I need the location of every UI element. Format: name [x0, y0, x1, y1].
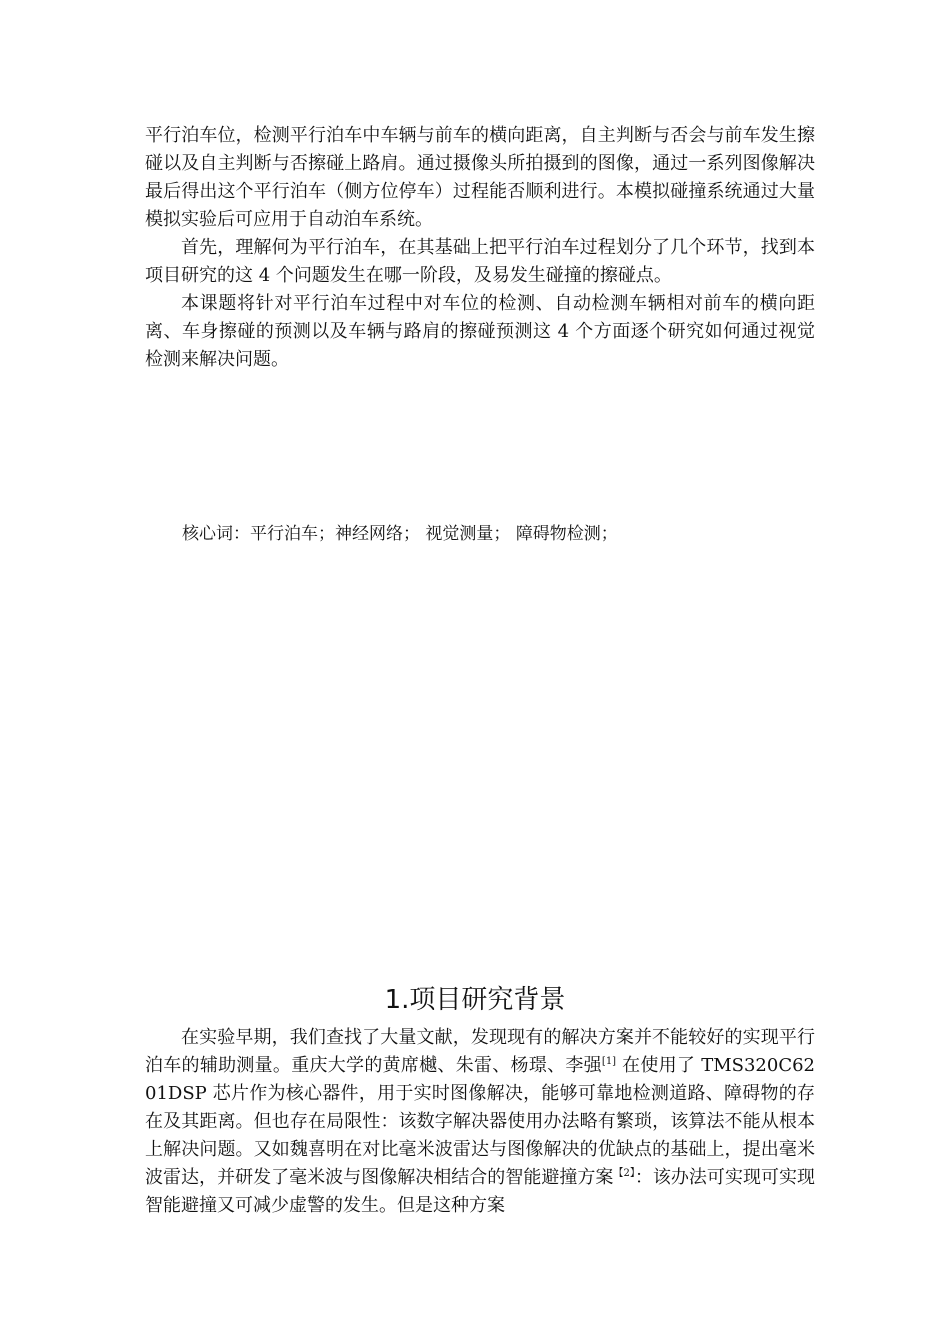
- abstract-paragraph-2: 首先，理解何为平行泊车，在其基础上把平行泊车过程划分了几个环节，找到本项目研究的这 4 个问题发生在哪一阶段，及易发生碰撞的擦碰点。: [145, 237, 815, 286]
- keyword-item: 神经网络；: [335, 524, 420, 544]
- abstract-paragraph-1: 平行泊车位，检测平行泊车中车辆与前车的横向距离，自主判断与否会与前车发生擦碰以及自主判断与否擦碰上路肩。通过摄像头所拍摄到的图像，通过一系列图像解决最后得出这个平行泊车（侧方位停车）过程能否顺利进行。本模拟碰撞系统通过大量模拟实验后可应用于自动泊车系统。: [145, 125, 815, 230]
- keywords-label: 核心词：: [182, 524, 250, 544]
- abstract-paragraph-3: 本课题将针对平行泊车过程中对车位的检测、自动检测车辆相对前车的横向距离、车身擦碰的预测以及车辆与路肩的擦碰预测这 4 个方面逐个研究如何通过视觉检测来解决问题。: [145, 293, 815, 370]
- background-section: [145, 1024, 815, 1220]
- citation-ref-1[interactable]: [1]: [601, 1056, 617, 1067]
- keyword-item: 视觉测量；: [425, 524, 511, 544]
- keyword-item: 平行泊车；: [250, 524, 335, 544]
- background-paragraph: [145, 1024, 815, 1220]
- background-text-part-1: 在实验早期，我们查找了大量文献，发现现有的解决方案并不能较好的实现平行泊车的辅助测量。重庆大学的黄席樾、朱雷、杨璟、李强: [145, 1027, 815, 1076]
- keyword-item: 障碍物检测；: [515, 524, 618, 544]
- keywords-line: [182, 520, 618, 548]
- background-text-part-2: 在使用了 TMS320C6201DSP 芯片作为核心器件，用于实时图像解决，能够可靠地检测道路、障碍物的存在及其距离。但也存在局限性：该数字解决器使用办法略有繁琐，该算法不能从根本上解决问题。又如魏喜明在对比毫米波雷达与图像解决的优缺点的基础上，提出毫米波雷达，并研发了毫米波与图像解决相结合的智能避撞方案: [145, 1055, 815, 1188]
- citation-ref-2[interactable]: 【2】: [613, 1168, 635, 1179]
- abstract-section: [145, 122, 815, 374]
- section-heading: 1.项目研究背景: [384, 985, 566, 1015]
- background-text-part-3: ：该办法可实现可实现智能避撞又可减少虚警的发生。但是这种方案: [145, 1167, 816, 1216]
